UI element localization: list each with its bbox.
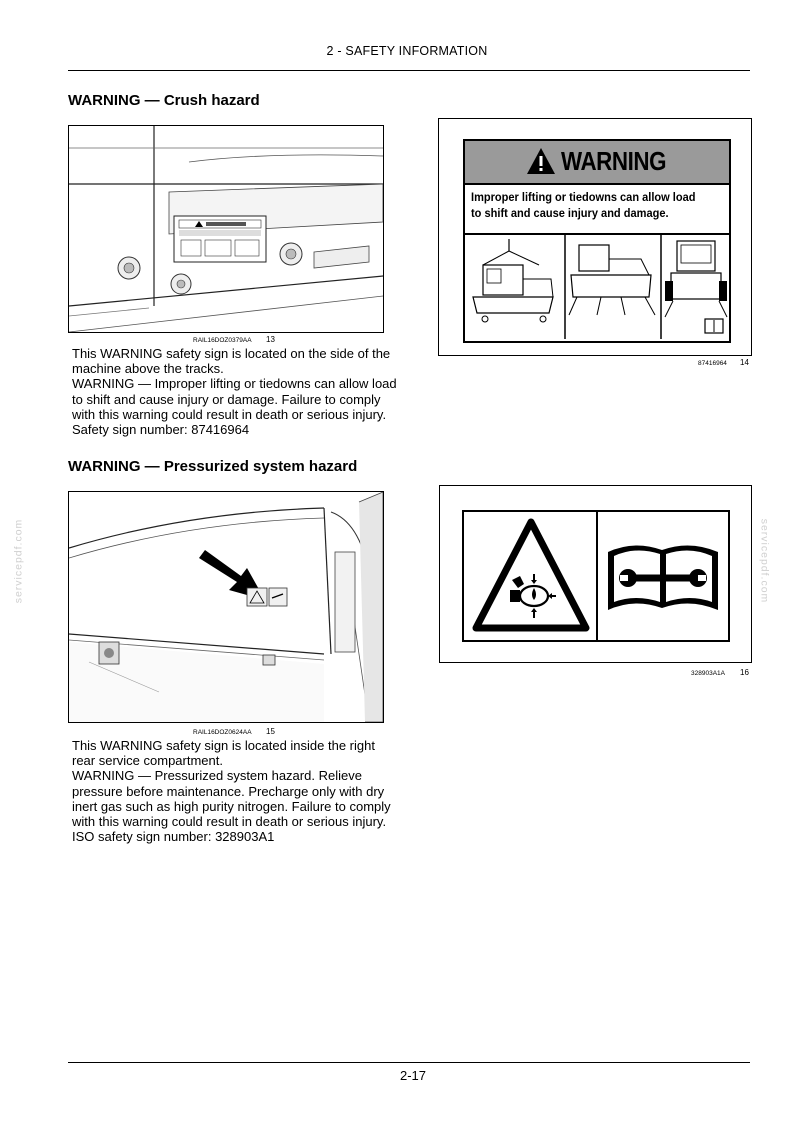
section1-line-2: machine above the tracks. <box>72 361 224 377</box>
pressure-hazard-triangle-icon <box>472 518 590 634</box>
machine-side-illustration <box>69 126 383 332</box>
iso-decal <box>462 510 730 642</box>
figure-15-service-compartment-photo <box>68 491 384 723</box>
figure-16-number: 16 <box>740 668 749 677</box>
running-header: 2 - SAFETY INFORMATION <box>326 44 488 58</box>
figure-14-warning-decal <box>438 118 752 356</box>
section1-body <box>72 346 397 437</box>
lifting-tiedown-pictograms <box>465 235 729 339</box>
watermark-left: servicepdf.com <box>12 518 25 604</box>
figure-15-code: RAIL16DOZ0624AA <box>193 729 252 736</box>
figure-13-machine-side-photo <box>68 125 384 333</box>
section1-line-6: Safety sign number: 87416964 <box>72 422 250 438</box>
figure-13-code: RAIL16DOZ0379AA <box>193 337 252 344</box>
figure-14-code: 87416964 <box>698 360 727 367</box>
page-number: 2-17 <box>399 1068 427 1083</box>
read-manual-wrench-icon <box>604 534 722 624</box>
footer-rule <box>68 1062 750 1063</box>
section1-line-3: WARNING — Improper lifting or tiedowns can allow load <box>72 376 397 392</box>
warning-decal <box>463 139 731 343</box>
warning-decal-text <box>471 189 727 221</box>
section1-line-5: with this warning could result in death or serious injury. <box>72 406 387 422</box>
section1-line-4: to shift and cause injury or damage. Failure to comply <box>72 391 381 407</box>
section2-line-4: pressure before maintenance. Precharge only with dry <box>72 783 385 799</box>
warning-decal-word: WARNING <box>561 146 667 176</box>
iso-decal-divider <box>596 512 598 640</box>
section2-line-3: WARNING — Pressurized system hazard. Relieve <box>72 768 362 784</box>
section-heading-crush: WARNING — Crush hazard <box>68 92 260 109</box>
section-heading-pressurized: WARNING — Pressurized system hazard <box>68 458 358 475</box>
figure-16-code: 328903A1A <box>691 670 725 677</box>
section2-line-6: with this warning could result in death or serious injury. <box>72 814 387 830</box>
warning-triangle-icon <box>525 146 557 176</box>
section2-body <box>72 738 391 844</box>
header-rule <box>68 70 750 71</box>
service-compartment-illustration <box>69 492 383 722</box>
warning-decal-line-1: Improper lifting or tiedowns can allow load <box>471 190 696 204</box>
figure-16-iso-decal <box>439 485 752 663</box>
section2-line-1: This WARNING safety sign is located inside the right <box>72 738 375 753</box>
warning-decal-header <box>465 141 729 185</box>
section2-line-5: inert gas such as high purity nitrogen. Failure to comply <box>72 798 391 814</box>
warning-decal-line-2: to shift and cause injury and damage. <box>471 206 669 220</box>
section2-line-7: ISO safety sign number: 328903A1 <box>72 829 275 845</box>
section1-line-1: This WARNING safety sign is located on the side of the <box>72 346 391 361</box>
figure-15-number: 15 <box>266 727 275 736</box>
figure-14-number: 14 <box>740 358 749 367</box>
figure-13-number: 13 <box>266 335 275 344</box>
watermark-right: servicepdf.com <box>758 518 771 604</box>
section2-line-2: rear service compartment. <box>72 753 223 769</box>
